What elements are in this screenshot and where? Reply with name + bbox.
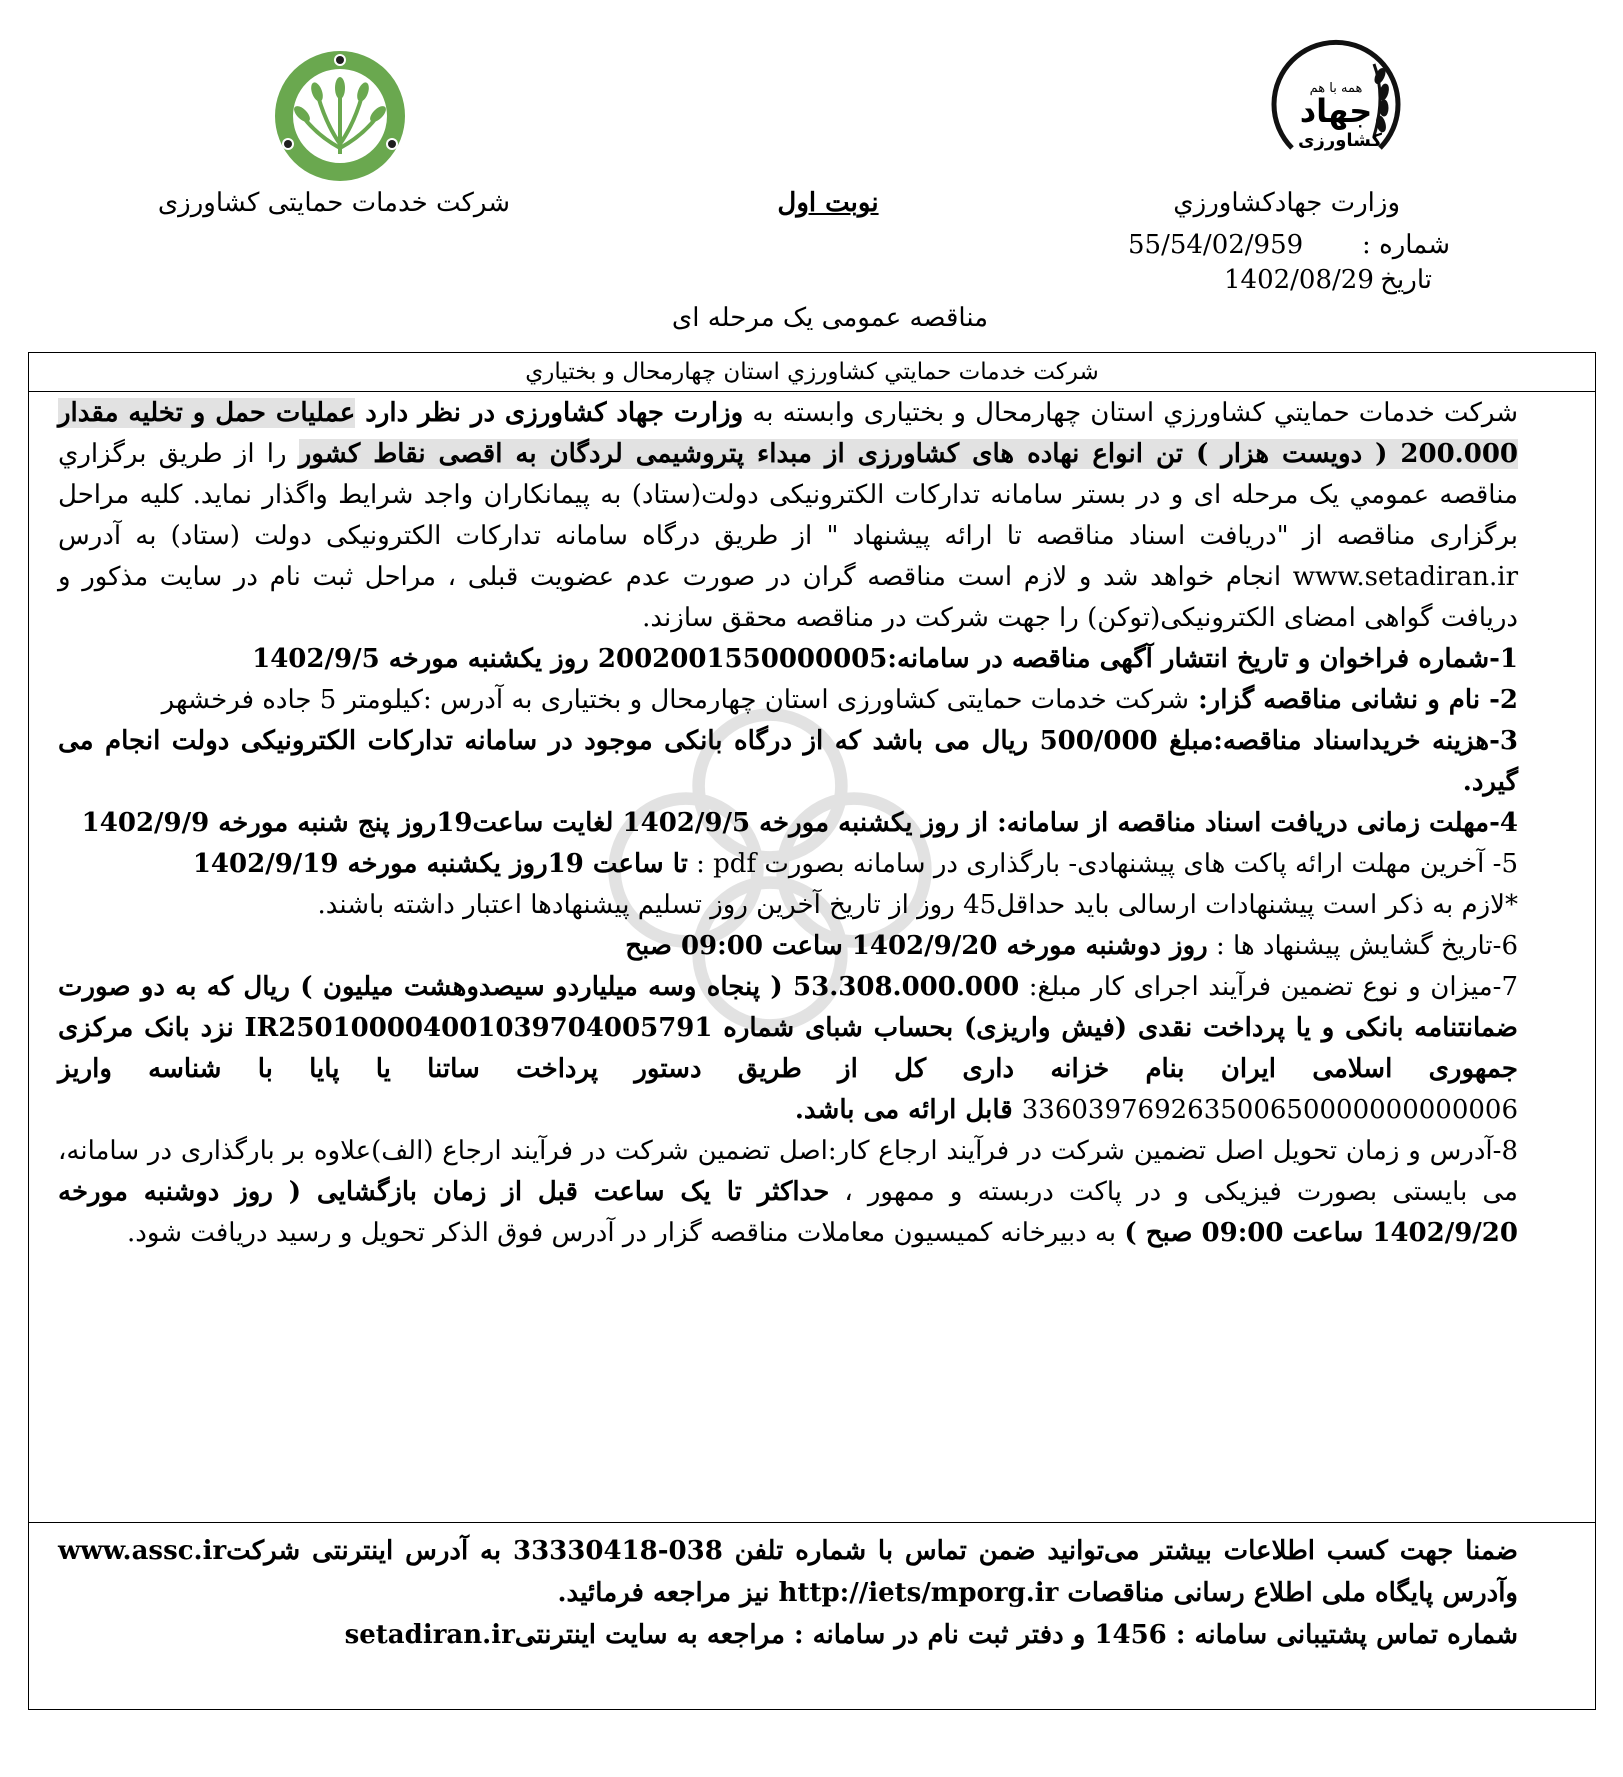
item-3: 3-هزینه خریداسناد مناقصه:مبلغ 500/000 ریال می باشد که از درگاه بانکی موجود در سامانه تدارکات الکترونیکی دولت انجام می گیرد. [58,726,1518,797]
ministry-name: وزارت جهادکشاورزي [1173,188,1400,218]
item-6 [58,926,1518,967]
svg-text:کشاورزی: کشاورزی [1298,130,1382,151]
round-label: نوبت اول [777,188,879,218]
item-7-text: 7-میزان و نوع تضمین فرآیند اجرای کار مبلغ: [1019,972,1518,1002]
tender-type: مناقصه عمومی یک مرحله ای [671,303,989,333]
item-1: 1-شماره فراخوان و تاریخ انتشار آگهی مناقصه در سامانه:2002001550000005 روز یکشنبه مورخه 1402/9/5 [252,644,1518,674]
item-7-bold: 53.308.000.000 ( پنجاه وسه میلیاردو سیصدوهشت میلیون ) ریال که به دو صورت ضمانتنامه بانکی و یا پرداخت نقدی (فیش واریزی) بحساب شبای شماره IR250100004001039704005791 نزد بانک مرکزی جمهوری اسلامی ایران بنام خزانه داری کل از طریق دستور پرداخت ساتنا یا پایا با شناسه واریز [58,972,1518,1084]
intro-paragraph [58,393,1518,639]
announcement-body [58,393,1518,1254]
item-7 [58,967,1518,1131]
item-2-label: 2- نام و نشانی مناقصه گزار: [1189,685,1518,715]
number-value: 55/54/02/959 [1128,230,1304,260]
item-5-text: 5- آخرین مهلت ارائه پاکت های پیشنهادی- بارگذاری در سامانه بصورت pdf : [687,849,1518,879]
box-title: شرکت خدمات حمايتي کشاورزي استان چهارمحال و بختياري [29,353,1595,392]
company-name: شرکت خدمات حمایتی کشاورزی [157,188,510,218]
footer-contact: ضمنا جهت کسب اطلاعات بیشتر می‌توانید ضمن تماس با شماره تلفن 038-33330418 به آدرس اینترنتی شرکتwww.assc.ir وآدرس پایگاه ملی اطلاع رسانی مناقصات http://iets/mporg.ir نیز مراجعه فرمائید. [58,1536,1518,1608]
item-6-text: 6-تاریخ گشایش پیشنهاد ها : [1207,931,1518,961]
item-5-bold: تا ساعت 19روز یکشنبه مورخه 1402/9/19 [192,849,688,879]
item-7-id: 336039769263500650000000000006 [1021,1095,1518,1125]
intro-text: شرکت خدمات حمايتي کشاورزي استان چهارمحال و بختياری وابسته به [743,398,1519,428]
intro-rest: را از طريق برگزاري مناقصه عمومي یک مرحله ای و در بستر سامانه تدارکات الکترونیکی دولت(ستاد) به پیمانکاران واجد شرایط واگذار نماید. کلیه مراحل برگزاری مناقصه از "دریافت اسناد مناقصه تا ارائه پیشنهاد " از طریق درگاه سامانه تدارکات الکترونیکی دولت (ستاد) به آدرس www.setadiran.ir انجام خواهد شد و لازم است مناقصه گران در صورت عدم عضویت قبلی ، مراحل ثبت نام در سایت مذکور و دریافت گواهی امضای الکترونیکی(توکن) را جهت شرکت در مناقصه محقق سازند. [58,439,1519,633]
item-7-end: قابل ارائه می باشد. [794,1095,1022,1125]
item-8 [58,1131,1518,1254]
item-note: *لازم به ذکر است پیشنهادات ارسالی باید حداقل45 روز از تاریخ آخرین روز تسلیم پیشنهادها اعتبار داشته باشند. [317,890,1518,920]
item-8-bold: حداکثر تا یک ساعت قبل از زمان بازگشایی ( روز دوشنبه مورخه 1402/9/20 ساعت 09:00 صبح ) [58,1177,1518,1248]
item-8-rest: به دبیرخانه کمیسیون معاملات مناقصه گزار در آدرس فوق الذکر تحویل و رسید دریافت شود. [126,1218,1125,1248]
svg-text:همه با هم: همه با هم [1309,81,1363,96]
item-2 [58,680,1518,721]
item-8-text: 8-آدرس و زمان تحویل اصل تضمین شرکت در فرآیند ارجاع کار:اصل تضمین شرکت در فرآیند ارجاع (الف)علاوه بر بارگذاری در سامانه، می بایستی بصورت فیزیکی و در پاکت دربسته و ممهور ، [58,1136,1518,1207]
company-logo [268,44,412,188]
intro-highlight: عملیات حمل و تخلیه مقدار 200.000 ( دویست هزار ) تن انواع نهاده های کشاورزی از مبداء پتروشیمی لردگان به اقصی نقاط کشور [58,398,1519,469]
number-label: شماره : [1362,230,1450,260]
ministry-logo [1256,36,1416,176]
footer-divider [28,1522,1596,1523]
intro-bold: وزارت جهاد کشاورزی در نظر دارد [355,398,744,428]
date-label: تاریخ [1380,265,1432,295]
date-value: 1402/08/29 [1224,265,1374,295]
footer-support: شماره تماس پشتیبانی سامانه : 1456 و دفتر ثبت نام در سامانه : مراجعه به سایت اینترنتیsetadiran.ir [344,1620,1518,1650]
footer [58,1530,1518,1656]
svg-text:جهاد: جهاد [1299,92,1373,130]
item-4: 4-مهلت زمانی دریافت اسناد مناقصه از سامانه: از روز یکشنبه مورخه 1402/9/5 لغایت ساعت19روز پنج شنبه مورخه 1402/9/9 [81,808,1518,838]
item-5 [58,844,1518,885]
item-2-text: شرکت خدمات حمایتی کشاورزی استان چهارمحال و بختیاری به آدرس :کیلومتر 5 جاده فرخشهر [161,685,1190,715]
item-6-bold: روز دوشنبه مورخه 1402/9/20 ساعت 09:00 صبح [625,931,1208,961]
